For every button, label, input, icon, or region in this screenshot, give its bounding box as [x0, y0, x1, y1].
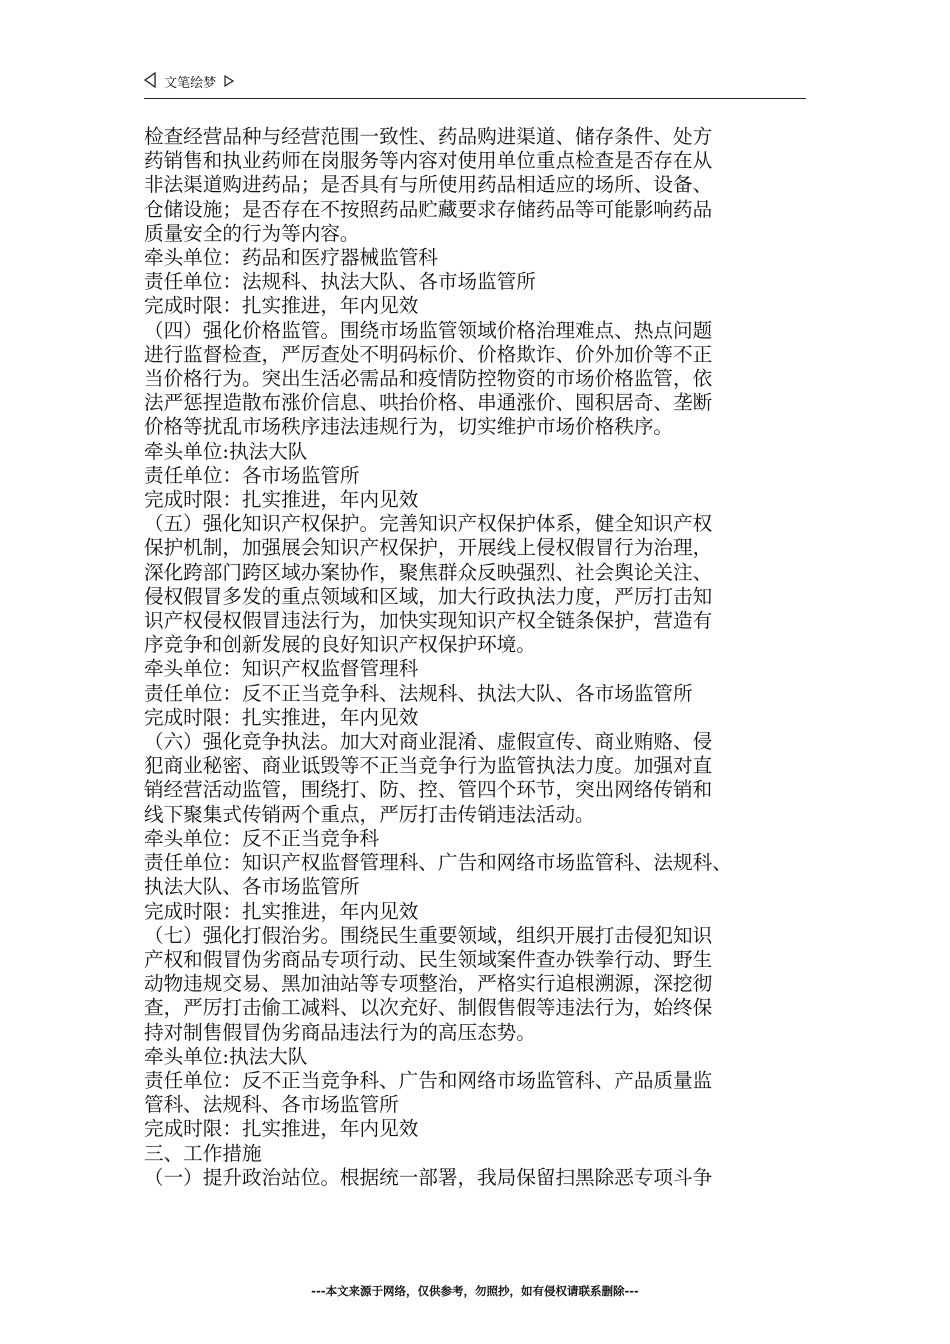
- right-triangle-icon: [224, 73, 234, 95]
- text-line: 检查经营品种与经营范围一致性、药品购进渠道、储存条件、处方: [144, 125, 713, 148]
- text-line: 牵头单位:执法大队: [144, 439, 308, 463]
- text-line: 质量安全的行为等内容。: [144, 221, 360, 245]
- text-line: 责任单位：法规科、执法大队、各市场监管所: [144, 270, 536, 294]
- text-line: 完成时限：扎实推进，年内见效: [144, 1117, 419, 1141]
- text-line: 当价格行为。突出生活必需品和疫情防控物资的市场价格监管，依: [144, 367, 713, 391]
- text-line: 查，严厉打击偷工减料、以次充好、制假售假等违法行为，始终保: [144, 996, 713, 1020]
- text-line: 仓储设施；是否存在不按照药品贮藏要求存储药品等可能影响药品: [144, 197, 713, 221]
- text-line: （六）强化竞争执法。加大对商业混淆、虚假宣传、商业贿赂、侵: [144, 730, 713, 754]
- text-line: 执法大队、各市场监管所: [144, 875, 360, 899]
- text-line: 动物违规交易、黑加油站等专项整治，严格实行追根溯源，深挖彻: [144, 972, 713, 996]
- text-line: 三、工作措施: [144, 1141, 262, 1165]
- left-triangle-icon: [144, 72, 156, 96]
- text-line: 完成时限：扎实推进，年内见效: [144, 899, 419, 923]
- text-line: 牵头单位：反不正当竞争科: [144, 826, 380, 850]
- text-line: 非法渠道购进药品；是否具有与所使用药品相适应的场所、设备、: [144, 173, 713, 197]
- text-line: 责任单位：各市场监管所: [144, 463, 360, 487]
- text-line: 管科、法规科、各市场监管所: [144, 1093, 399, 1117]
- text-line: 进行监督检查，严厉查处不明码标价、价格欺诈、价外加价等不正: [144, 342, 713, 366]
- text-line: 完成时限：扎实推进，年内见效: [144, 488, 419, 512]
- text-line: （七）强化打假治劣。围绕民生重要领域，组织开展打击侵犯知识: [144, 923, 713, 947]
- text-line: 责任单位：知识产权监督管理科、广告和网络市场监管科、法规科、: [144, 851, 732, 875]
- text-line: 完成时限：扎实推进，年内见效: [144, 705, 419, 729]
- text-line: 价格等扰乱市场秩序违法违规行为，切实维护市场价格秩序。: [144, 415, 674, 439]
- text-line: 产权和假冒伪劣商品专项行动、民生领域案件查办铁拳行动、野生: [144, 947, 713, 971]
- text-line: 序竞争和创新发展的良好知识产权保护环境。: [144, 633, 536, 657]
- text-line: 责任单位：反不正当竞争科、法规科、执法大队、各市场监管所: [144, 681, 693, 705]
- text-line: 识产权侵权假冒违法行为，加快实现知识产权全链条保护，营造有: [144, 609, 713, 633]
- text-line: （四）强化价格监管。围绕市场监管领域价格治理难点、热点问题: [144, 318, 713, 342]
- text-line: 深化跨部门跨区域办案协作，聚焦群众反映强烈、社会舆论关注、: [144, 560, 713, 584]
- text-line: 保护机制，加强展会知识产权保护，开展线上侵权假冒行为治理，: [144, 536, 713, 560]
- text-line: 完成时限：扎实推进，年内见效: [144, 294, 419, 318]
- text-line: 侵权假冒多发的重点领域和区域，加大行政执法力度，严厉打击知: [144, 584, 713, 608]
- text-line: 牵头单位:执法大队: [144, 1044, 308, 1068]
- page-header: [144, 72, 806, 99]
- text-line: （五）强化知识产权保护。完善知识产权保护体系，健全知识产权: [144, 512, 713, 536]
- text-line: 牵头单位：药品和医疗器械监管科: [144, 246, 438, 270]
- text-line: 法严惩捏造散布涨价信息、哄抬价格、串通涨价、囤积居奇、垄断: [144, 391, 713, 415]
- text-line: 责任单位：反不正当竞争科、广告和网络市场监管科、产品质量监: [144, 1068, 713, 1092]
- header-brand: 文笔绘梦: [164, 76, 217, 91]
- text-line: 犯商业秘密、商业诋毁等不正当竞争行为监管执法力度。加强对直: [144, 754, 713, 778]
- footer-disclaimer: ---本文来源于网络，仅供参考，勿照抄，如有侵权请联系删除---: [311, 1284, 639, 1298]
- text-line: （一）提升政治站位。根据统一部署，我局保留扫黑除恶专项斗争: [144, 1165, 713, 1189]
- text-line: 持对制售假冒伪劣商品违法行为的高压态势。: [144, 1020, 536, 1044]
- document-body: [144, 125, 806, 1190]
- text-line: 销经营活动监管，围绕打、防、控、管四个环节，突出网络传销和: [144, 778, 713, 802]
- text-line: 线下聚集式传销两个重点，严厉打击传销违法活动。: [144, 802, 595, 826]
- text-line: 药销售和执业药师在岗服务等内容对使用单位重点检查是否存在从: [144, 149, 713, 173]
- text-line: 牵头单位：知识产权监督管理科: [144, 657, 419, 681]
